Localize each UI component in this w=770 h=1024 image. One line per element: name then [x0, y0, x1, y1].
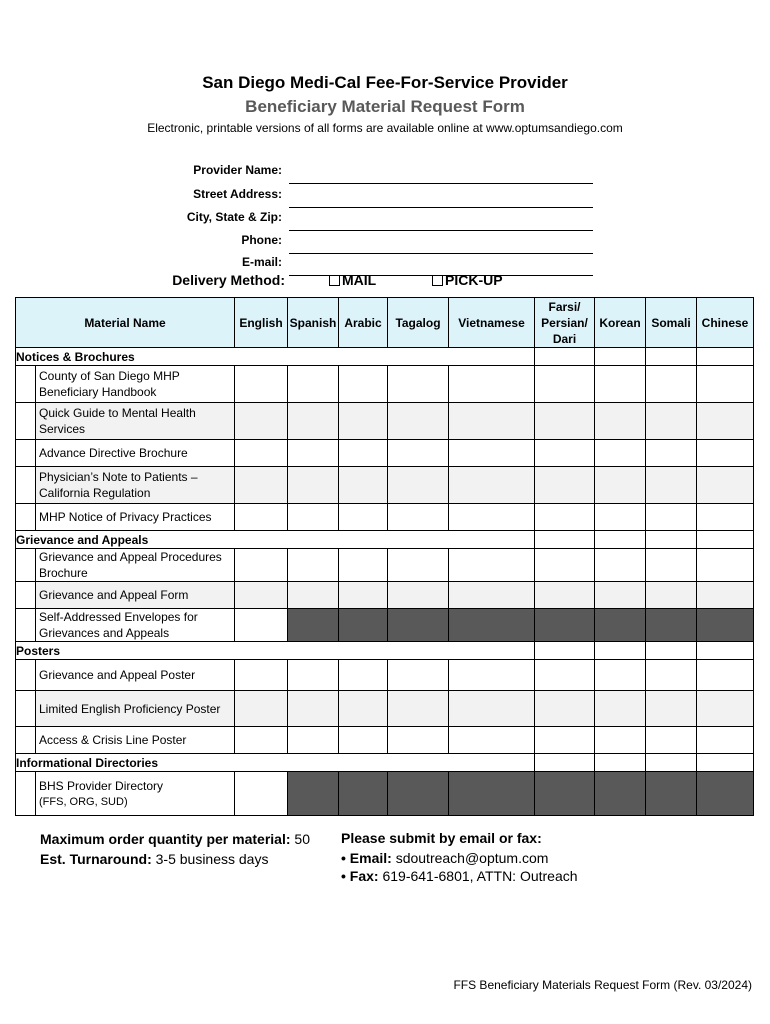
- quantity-cell[interactable]: [535, 467, 595, 504]
- table-row: [16, 609, 754, 642]
- table-row: [16, 582, 754, 609]
- form-subtitle: Beneficiary Material Request Form: [245, 97, 525, 116]
- unavailable-cell: [339, 772, 388, 816]
- mail-option-label: MAIL: [342, 272, 377, 288]
- quantity-cell[interactable]: [449, 691, 535, 727]
- unavailable-cell: [697, 772, 754, 816]
- quantity-cell[interactable]: [595, 467, 646, 504]
- material-name: Grievance and Appeal Procedures Brochure: [36, 549, 235, 582]
- section-header: Posters: [16, 642, 535, 660]
- city-state-zip-label: City, State & Zip:: [186, 210, 282, 224]
- unavailable-cell: [646, 772, 697, 816]
- quantity-cell[interactable]: [697, 366, 754, 403]
- max-quantity-label: Maximum order quantity per material:: [40, 831, 291, 847]
- quantity-cell[interactable]: [288, 549, 339, 582]
- table-row: [16, 403, 754, 440]
- table-header-row: [16, 298, 754, 348]
- lang-header: Spanish: [288, 298, 339, 348]
- quantity-cell[interactable]: [388, 727, 449, 754]
- quantity-cell[interactable]: [388, 403, 449, 440]
- email-line: [341, 849, 578, 867]
- fax-line-label: • Fax:: [341, 868, 379, 884]
- quantity-cell[interactable]: [288, 660, 339, 691]
- quantity-cell[interactable]: [388, 440, 449, 467]
- quantity-cell[interactable]: [535, 691, 595, 727]
- quantity-cell[interactable]: [235, 440, 288, 467]
- lang-header: Korean: [595, 298, 646, 348]
- section-header: Grievance and Appeals: [16, 531, 535, 549]
- unavailable-cell: [388, 772, 449, 816]
- unavailable-cell: [339, 609, 388, 642]
- revision-note: FFS Beneficiary Materials Request Form (Rev. 03/2024): [453, 978, 752, 992]
- mail-checkbox[interactable]: [329, 275, 340, 286]
- quantity-cell[interactable]: [646, 660, 697, 691]
- provider-name-field[interactable]: [289, 165, 593, 184]
- turnaround-line: [40, 849, 310, 869]
- section-row: [16, 642, 754, 660]
- email-line-label: • Email:: [341, 850, 392, 866]
- material-name: MHP Notice of Privacy Practices: [36, 504, 235, 531]
- section-row: [16, 754, 754, 772]
- online-note: Electronic, printable versions of all forms are available online at www.optumsandiego.com: [147, 121, 623, 135]
- quantity-cell[interactable]: [595, 440, 646, 467]
- quantity-cell[interactable]: [697, 727, 754, 754]
- quantity-cell[interactable]: [235, 660, 288, 691]
- quantity-cell[interactable]: [535, 549, 595, 582]
- city-state-zip-field[interactable]: [289, 212, 593, 231]
- quantity-cell[interactable]: [646, 440, 697, 467]
- material-name-header: Material Name: [16, 298, 235, 348]
- quantity-cell[interactable]: [288, 467, 339, 504]
- material-name: County of San Diego MHP Beneficiary Handbook: [36, 366, 235, 403]
- phone-label: Phone:: [241, 233, 282, 247]
- quantity-cell[interactable]: [449, 582, 535, 609]
- unavailable-cell: [535, 609, 595, 642]
- unavailable-cell: [646, 609, 697, 642]
- quantity-cell[interactable]: [449, 660, 535, 691]
- quantity-cell[interactable]: [646, 549, 697, 582]
- quantity-cell[interactable]: [646, 403, 697, 440]
- quantity-cell[interactable]: [339, 467, 388, 504]
- quantity-cell[interactable]: [595, 403, 646, 440]
- quantity-cell[interactable]: [449, 549, 535, 582]
- max-quantity-value: 50: [290, 831, 310, 847]
- table-row: [16, 440, 754, 467]
- quantity-cell[interactable]: [235, 366, 288, 403]
- quantity-cell[interactable]: [595, 549, 646, 582]
- quantity-cell[interactable]: [339, 582, 388, 609]
- street-address-label: Street Address:: [193, 187, 282, 201]
- table-row: [16, 366, 754, 403]
- quantity-cell[interactable]: [595, 582, 646, 609]
- unavailable-cell: [595, 609, 646, 642]
- quantity-cell[interactable]: [595, 660, 646, 691]
- table-row: [16, 691, 754, 727]
- form-title: San Diego Medi-Cal Fee-For-Service Provider: [202, 73, 568, 92]
- material-name: Access & Crisis Line Poster: [36, 727, 235, 754]
- fax-line: [341, 867, 578, 885]
- quantity-cell[interactable]: [339, 549, 388, 582]
- submit-heading: Please submit by email or fax:: [341, 830, 542, 846]
- quantity-cell[interactable]: [339, 727, 388, 754]
- turnaround-label: Est. Turnaround:: [40, 851, 152, 867]
- table-row: [16, 504, 754, 531]
- quantity-cell[interactable]: [697, 440, 754, 467]
- quantity-cell[interactable]: [235, 772, 288, 816]
- material-name: [36, 772, 235, 816]
- quantity-cell[interactable]: [388, 366, 449, 403]
- lang-header: Tagalog: [388, 298, 449, 348]
- quantity-cell[interactable]: [697, 660, 754, 691]
- unavailable-cell: [388, 609, 449, 642]
- material-name: Limited English Proficiency Poster: [36, 691, 235, 727]
- quantity-cell[interactable]: [235, 727, 288, 754]
- quantity-cell[interactable]: [449, 727, 535, 754]
- turnaround-value: 3-5 business days: [151, 851, 269, 867]
- quantity-cell[interactable]: [535, 366, 595, 403]
- material-name-line: BHS Provider Directory: [39, 778, 164, 793]
- quantity-cell[interactable]: [535, 582, 595, 609]
- pickup-option[interactable]: [432, 272, 503, 288]
- quantity-cell[interactable]: [288, 727, 339, 754]
- quantity-cell[interactable]: [535, 440, 595, 467]
- quantity-cell[interactable]: [235, 504, 288, 531]
- quantity-cell[interactable]: [339, 440, 388, 467]
- section-row: [16, 348, 754, 366]
- unavailable-cell: [288, 609, 339, 642]
- material-name: Grievance and Appeal Form: [36, 582, 235, 609]
- quantity-cell[interactable]: [339, 403, 388, 440]
- street-address-field[interactable]: [289, 189, 593, 208]
- quantity-cell[interactable]: [235, 467, 288, 504]
- quantity-cell[interactable]: [646, 366, 697, 403]
- quantity-cell[interactable]: [449, 440, 535, 467]
- lang-header: Farsi/ Persian/ Dari: [535, 298, 595, 348]
- quantity-cell[interactable]: [339, 691, 388, 727]
- quantity-cell[interactable]: [449, 366, 535, 403]
- lang-header: Chinese: [697, 298, 754, 348]
- table-row: [16, 549, 754, 582]
- pickup-option-label: PICK-UP: [445, 272, 503, 288]
- quantity-cell[interactable]: [288, 440, 339, 467]
- section-row: [16, 531, 754, 549]
- quantity-cell[interactable]: [595, 366, 646, 403]
- quantity-cell[interactable]: [646, 727, 697, 754]
- material-name: Physician’s Note to Patients – California Regulation: [36, 467, 235, 504]
- quantity-cell[interactable]: [339, 504, 388, 531]
- lang-header: Somali: [646, 298, 697, 348]
- unavailable-cell: [697, 609, 754, 642]
- quantity-cell[interactable]: [697, 467, 754, 504]
- table-row: [16, 772, 754, 816]
- quantity-cell[interactable]: [388, 582, 449, 609]
- unavailable-cell: [288, 772, 339, 816]
- unavailable-cell: [449, 772, 535, 816]
- quantity-cell[interactable]: [535, 660, 595, 691]
- provider-name-label: Provider Name:: [193, 163, 282, 177]
- section-header: Notices & Brochures: [16, 348, 535, 366]
- quantity-cell[interactable]: [449, 467, 535, 504]
- quantity-cell[interactable]: [288, 582, 339, 609]
- quantity-cell[interactable]: [595, 727, 646, 754]
- submit-info: [341, 829, 578, 885]
- material-name: Self-Addressed Envelopes for Grievances and Appeals: [36, 609, 235, 642]
- quantity-cell[interactable]: [697, 549, 754, 582]
- fax-number: 619-641-6801, ATTN: Outreach: [378, 868, 578, 884]
- lang-header: Arabic: [339, 298, 388, 348]
- quantity-cell[interactable]: [288, 366, 339, 403]
- order-info: [40, 829, 310, 869]
- quantity-cell[interactable]: [235, 549, 288, 582]
- unavailable-cell: [449, 609, 535, 642]
- phone-field[interactable]: [289, 235, 593, 254]
- unavailable-cell: [595, 772, 646, 816]
- quantity-cell[interactable]: [449, 403, 535, 440]
- quantity-cell[interactable]: [339, 660, 388, 691]
- mail-option[interactable]: [329, 272, 376, 288]
- material-name-subline: (FFS, ORG, SUD): [39, 795, 128, 808]
- quantity-cell[interactable]: [646, 582, 697, 609]
- quantity-cell[interactable]: [697, 582, 754, 609]
- delivery-method-label: Delivery Method:: [172, 272, 285, 288]
- quantity-cell[interactable]: [697, 403, 754, 440]
- quantity-cell[interactable]: [595, 504, 646, 531]
- quantity-cell[interactable]: [646, 467, 697, 504]
- quantity-cell[interactable]: [235, 403, 288, 440]
- quantity-cell[interactable]: [388, 504, 449, 531]
- quantity-cell[interactable]: [235, 609, 288, 642]
- quantity-cell[interactable]: [697, 691, 754, 727]
- max-quantity-line: [40, 829, 310, 849]
- quantity-cell[interactable]: [535, 403, 595, 440]
- table-row: [16, 467, 754, 504]
- quantity-cell[interactable]: [288, 403, 339, 440]
- quantity-cell[interactable]: [646, 504, 697, 531]
- section-header: Informational Directories: [16, 754, 535, 772]
- quantity-cell[interactable]: [235, 691, 288, 727]
- quantity-cell[interactable]: [388, 467, 449, 504]
- table-row: [16, 727, 754, 754]
- material-name: Advance Directive Brochure: [36, 440, 235, 467]
- material-name: Grievance and Appeal Poster: [36, 660, 235, 691]
- quantity-cell[interactable]: [535, 504, 595, 531]
- quantity-cell[interactable]: [646, 691, 697, 727]
- email-address[interactable]: sdoutreach@optum.com: [391, 850, 549, 866]
- quantity-cell[interactable]: [235, 582, 288, 609]
- quantity-cell[interactable]: [595, 691, 646, 727]
- unavailable-cell: [535, 772, 595, 816]
- quantity-cell[interactable]: [697, 504, 754, 531]
- quantity-cell[interactable]: [388, 549, 449, 582]
- lang-header: Vietnamese: [449, 298, 535, 348]
- lang-header: English: [235, 298, 288, 348]
- material-table: [15, 297, 754, 816]
- quantity-cell[interactable]: [449, 504, 535, 531]
- pickup-checkbox[interactable]: [432, 275, 443, 286]
- email-label: E-mail:: [241, 255, 282, 269]
- quantity-cell[interactable]: [339, 366, 388, 403]
- quantity-cell[interactable]: [288, 504, 339, 531]
- quantity-cell[interactable]: [288, 691, 339, 727]
- table-row: [16, 660, 754, 691]
- quantity-cell[interactable]: [388, 660, 449, 691]
- quantity-cell[interactable]: [388, 691, 449, 727]
- material-name: Quick Guide to Mental Health Services: [36, 403, 235, 440]
- quantity-cell[interactable]: [535, 727, 595, 754]
